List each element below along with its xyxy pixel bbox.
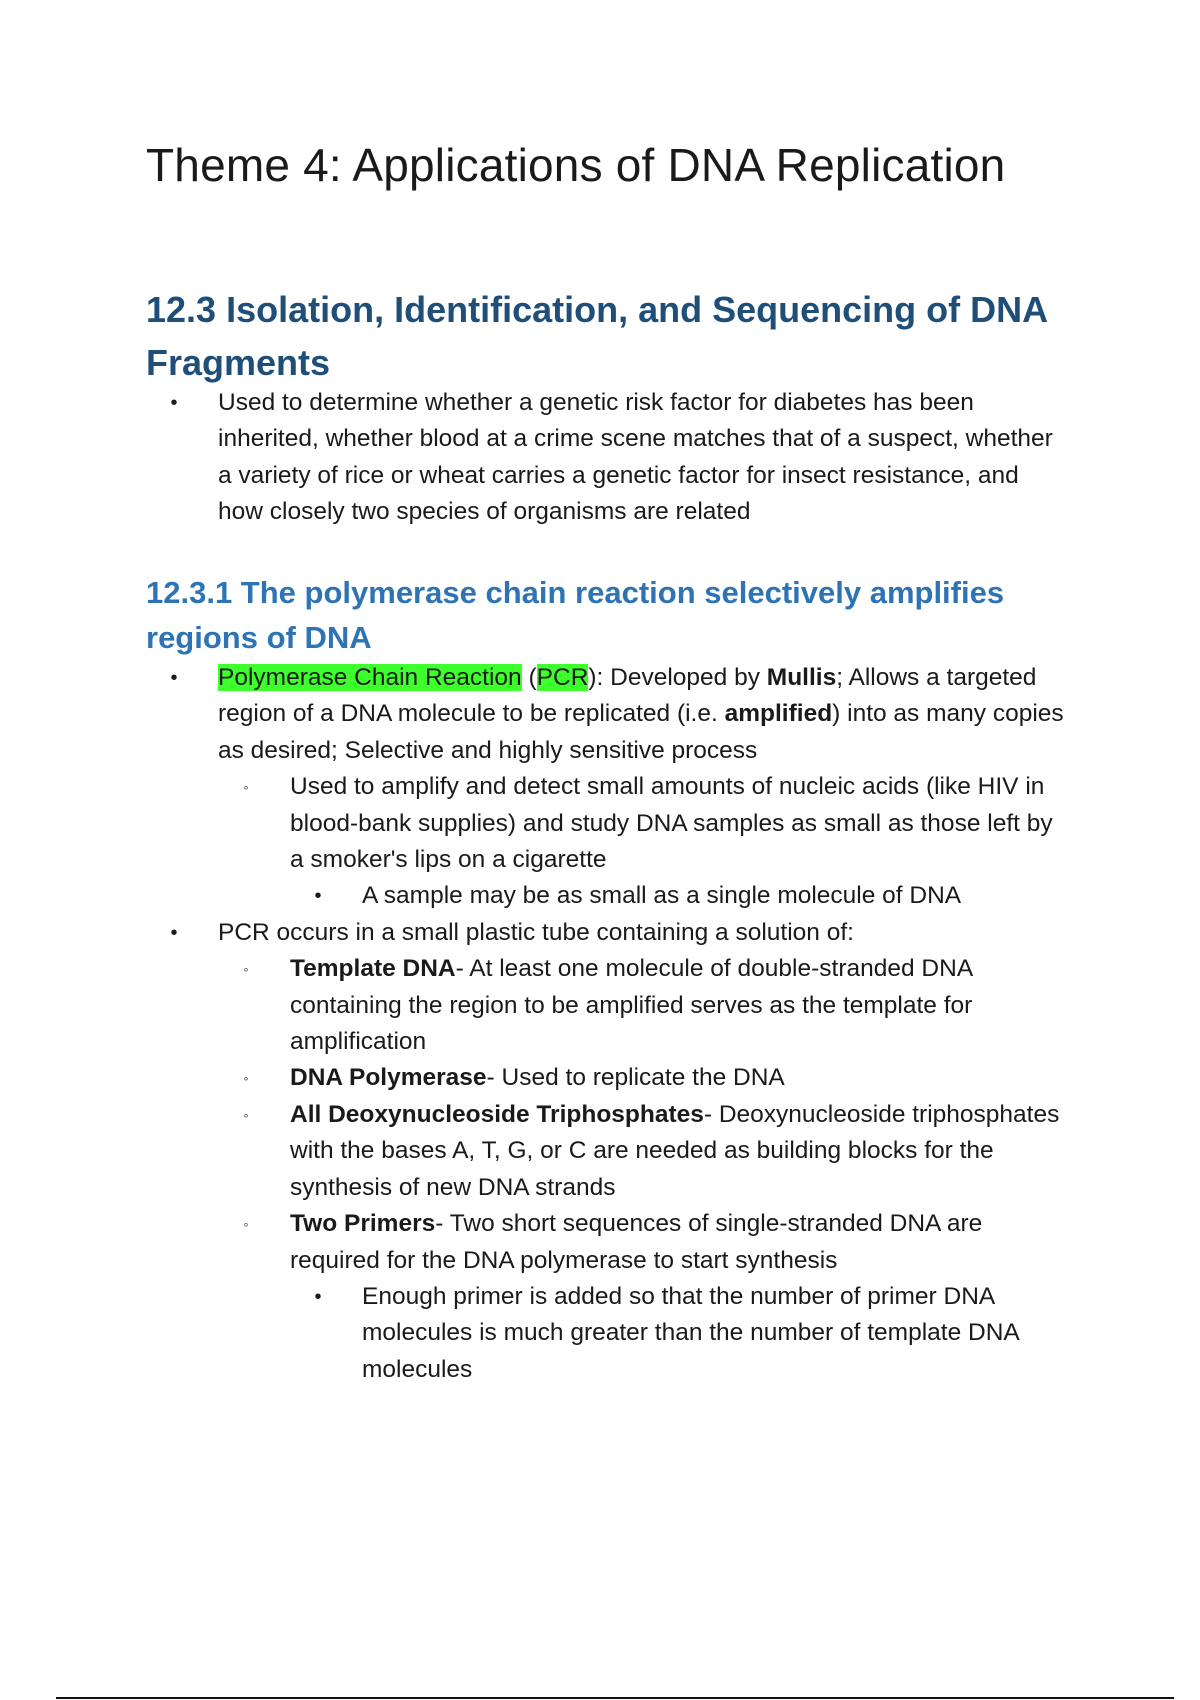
list-item (146, 385, 1066, 531)
primer-note-text: Enough primer is added so that the number of primer DNA molecules is much greater than the number of template DNA molecules (362, 1282, 1019, 1383)
list-item-use (146, 769, 1071, 878)
bullet-circle-icon: ◦ (243, 1106, 249, 1123)
bold-term: amplified (724, 700, 833, 728)
bullet-icon: • (170, 921, 178, 944)
component-term: All Deoxynucleoside Triphosphates (290, 1100, 704, 1128)
list-item-component (146, 1206, 1071, 1279)
bullet-icon: • (314, 1285, 322, 1308)
subsection-heading: 12.3.1 The polymerase chain reaction selectively amplifies regions of DNA (146, 575, 1005, 655)
bullet-icon: • (170, 392, 178, 414)
sample-text: A sample may be as small as a single molecule of DNA (362, 882, 962, 910)
pcr-list (146, 660, 1071, 1388)
bullet-circle-icon: ◦ (243, 961, 249, 978)
pcr-text: ): Developed by (588, 664, 767, 691)
tube-text: PCR occurs in a small plastic tube containing a solution of: (218, 918, 854, 946)
list-item-component (146, 1060, 1071, 1096)
page-title: Theme 4: Applications of DNA Replication (146, 139, 1006, 191)
pcr-text: ; Allows a targeted region of a DNA molecule to be replicated (i.e. (218, 664, 1037, 728)
use-text: Used to amplify and detect small amounts of nucleic acids (like HIV in blood-bank supplies) and study DNA samples as small as those left by a smoker's lips on a cigarette (290, 773, 1053, 874)
section-intro-list (146, 385, 1066, 531)
pcr-open-paren: ( (521, 664, 537, 691)
bullet-icon: • (314, 885, 322, 908)
list-item-tube (146, 915, 1071, 951)
component-desc: - Deoxynucleoside triphosphates with the bases A, T, G, or C are needed as building blocks for the synthesis of new DNA strands (290, 1100, 1060, 1201)
component-term: DNA Polymerase (290, 1064, 487, 1092)
list-item-primer-note (146, 1279, 1071, 1388)
component-term: Two Primers (290, 1210, 436, 1238)
highlighted-abbr: PCR (536, 664, 589, 691)
intro-text: Used to determine whether a genetic risk factor for diabetes has been inherited, whether blood at a crime scene matches that of a suspect, whether a variety of rice or wheat carries a genetic factor for insect resistance, and how closely two species of organisms are related (218, 389, 1053, 526)
bullet-icon: • (170, 667, 178, 689)
bold-term: Mullis (766, 664, 837, 691)
section-heading: 12.3 Isolation, Identification, and Sequencing of DNA Fragments (146, 289, 1047, 383)
component-term: Template DNA (290, 955, 456, 983)
pcr-text: ) into as many copies as desired; Selective and highly sensitive process (218, 700, 1064, 764)
component-desc: - At least one molecule of double-stranded DNA containing the region to be amplified serves as the template for amplification (290, 955, 973, 1056)
footer-divider (56, 1697, 1174, 1699)
bullet-circle-icon: ◦ (243, 779, 249, 796)
list-item-component (146, 951, 1071, 1060)
bullet-circle-icon: ◦ (243, 1216, 249, 1233)
list-item-pcr (146, 660, 1071, 769)
list-item-sample (146, 878, 1071, 914)
bullet-circle-icon: ◦ (243, 1070, 249, 1087)
component-desc: - Used to replicate the DNA (486, 1064, 785, 1092)
list-item-component (146, 1097, 1071, 1206)
component-desc: - Two short sequences of single-stranded DNA are required for the DNA polymerase to start synthesis (290, 1210, 983, 1274)
highlighted-term: Polymerase Chain Reaction (218, 664, 522, 691)
